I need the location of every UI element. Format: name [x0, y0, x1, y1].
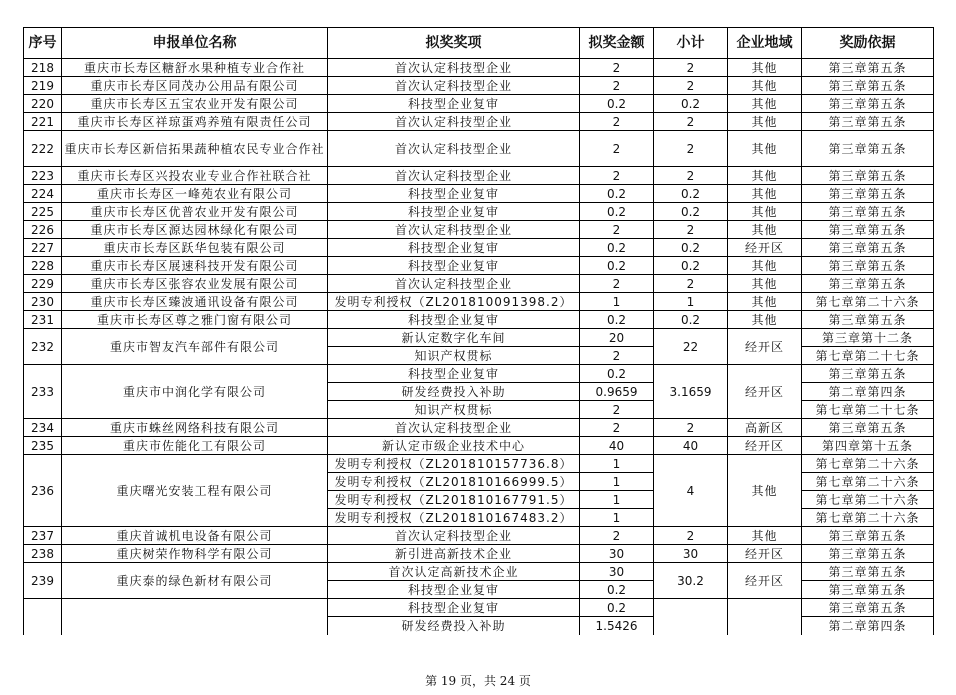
cell-seq: 237 [24, 527, 62, 545]
cell-amount: 2 [580, 77, 654, 95]
cell-seq: 219 [24, 77, 62, 95]
cell-amount: 0.2 [580, 581, 654, 599]
cell-area: 其他 [728, 527, 802, 545]
cell-seq: 230 [24, 293, 62, 311]
cell-seq: 231 [24, 311, 62, 329]
cell-seq: 232 [24, 329, 62, 365]
cell-amount: 2 [580, 401, 654, 419]
header-row [24, 28, 934, 59]
cell-amount: 0.2 [580, 365, 654, 383]
cell-subtotal: 0.2 [654, 203, 728, 221]
cell-area: 高新区 [728, 419, 802, 437]
cell-basis: 第三章第五条 [802, 257, 934, 275]
table-row [24, 59, 934, 77]
cell-company-name: 重庆市长寿区同茂办公用品有限公司 [62, 77, 328, 95]
cell-company-name: 重庆市蛛丝网络科技有限公司 [62, 419, 328, 437]
cell-company-name: 重庆树荣作物科学有限公司 [62, 545, 328, 563]
cell-subtotal: 3.1659 [654, 365, 728, 419]
cell-award: 首次认定科技型企业 [328, 77, 580, 95]
table-row [24, 77, 934, 95]
cell-subtotal: 30 [654, 545, 728, 563]
cell-seq: 227 [24, 239, 62, 257]
cell-amount: 1 [580, 509, 654, 527]
header-basis: 奖励依据 [802, 28, 934, 59]
cell-seq: 224 [24, 185, 62, 203]
cell-basis: 第三章第十二条 [802, 329, 934, 347]
table-row [24, 113, 934, 131]
cell-seq: 218 [24, 59, 62, 77]
table-row [24, 131, 934, 167]
cell-basis: 第七章第二十七条 [802, 347, 934, 365]
cell-subtotal: 0.2 [654, 185, 728, 203]
cell-subtotal: 0.2 [654, 95, 728, 113]
cell-area: 经开区 [728, 239, 802, 257]
cell-subtotal: 2 [654, 77, 728, 95]
header-company-name: 申报单位名称 [62, 28, 328, 59]
cell-award: 新认定市级企业技术中心 [328, 437, 580, 455]
cell-award: 首次认定科技型企业 [328, 131, 580, 167]
table-row [24, 455, 934, 473]
cell-basis: 第三章第五条 [802, 275, 934, 293]
cell-award: 首次认定科技型企业 [328, 59, 580, 77]
cell-amount: 2 [580, 59, 654, 77]
cell-subtotal: 0.2 [654, 311, 728, 329]
cell-award: 科技型企业复审 [328, 185, 580, 203]
cell-seq: 223 [24, 167, 62, 185]
cell-award: 发明专利授权（ZL201810167483.2） [328, 509, 580, 527]
table-row [24, 293, 934, 311]
header-area: 企业地域 [728, 28, 802, 59]
cell-basis: 第七章第二十六条 [802, 473, 934, 491]
cell-amount: 1 [580, 293, 654, 311]
cell-subtotal: 2 [654, 113, 728, 131]
cell-award: 科技型企业复审 [328, 599, 580, 617]
cell-company-name: 重庆市长寿区一峰苑农业有限公司 [62, 185, 328, 203]
cell-basis: 第二章第四条 [802, 383, 934, 401]
cell-area: 其他 [728, 221, 802, 239]
cell-area [728, 599, 802, 635]
cell-amount: 2 [580, 527, 654, 545]
cell-area: 其他 [728, 275, 802, 293]
cell-subtotal [654, 599, 728, 635]
cell-amount: 2 [580, 167, 654, 185]
cell-award: 首次认定科技型企业 [328, 527, 580, 545]
cell-award: 发明专利授权（ZL201810157736.8） [328, 455, 580, 473]
cell-amount: 0.2 [580, 257, 654, 275]
cell-area: 经开区 [728, 329, 802, 365]
cell-amount: 0.2 [580, 95, 654, 113]
cell-company-name: 重庆市长寿区尊之雅门窗有限公司 [62, 311, 328, 329]
cell-amount: 1.5426 [580, 617, 654, 635]
table-row [24, 185, 934, 203]
cell-amount: 20 [580, 329, 654, 347]
table-row [24, 329, 934, 347]
cell-basis: 第二章第四条 [802, 617, 934, 635]
cell-award: 科技型企业复审 [328, 581, 580, 599]
cell-seq: 233 [24, 365, 62, 419]
cell-company-name: 重庆市长寿区臻波通讯设备有限公司 [62, 293, 328, 311]
cell-company-name: 重庆市佐能化工有限公司 [62, 437, 328, 455]
cell-company-name: 重庆市长寿区张容农业发展有限公司 [62, 275, 328, 293]
cell-company-name: 重庆泰的绿色新材有限公司 [62, 563, 328, 599]
cell-basis: 第三章第五条 [802, 599, 934, 617]
header-award: 拟奖奖项 [328, 28, 580, 59]
table-row [24, 275, 934, 293]
table-row [24, 563, 934, 581]
table-row [24, 239, 934, 257]
cell-subtotal: 2 [654, 275, 728, 293]
cell-basis: 第三章第五条 [802, 581, 934, 599]
cell-company-name: 重庆市长寿区五宝农业开发有限公司 [62, 95, 328, 113]
table-row [24, 437, 934, 455]
cell-award: 新引进高新技术企业 [328, 545, 580, 563]
table-row [24, 167, 934, 185]
cell-award: 首次认定科技型企业 [328, 113, 580, 131]
cell-basis: 第三章第五条 [802, 131, 934, 167]
cell-award: 科技型企业复审 [328, 95, 580, 113]
cell-basis: 第三章第五条 [802, 365, 934, 383]
cell-seq: 222 [24, 131, 62, 167]
cell-area: 经开区 [728, 563, 802, 599]
cell-amount: 1 [580, 491, 654, 509]
cell-seq: 238 [24, 545, 62, 563]
cell-basis: 第七章第二十六条 [802, 491, 934, 509]
cell-seq: 239 [24, 563, 62, 599]
cell-amount: 2 [580, 419, 654, 437]
header-subtotal: 小计 [654, 28, 728, 59]
cell-award: 知识产权贯标 [328, 347, 580, 365]
cell-area: 其他 [728, 167, 802, 185]
cell-area: 其他 [728, 311, 802, 329]
cell-amount: 0.2 [580, 185, 654, 203]
table-row [24, 599, 934, 617]
cell-subtotal: 40 [654, 437, 728, 455]
cell-seq: 236 [24, 455, 62, 527]
cell-company-name: 重庆市智友汽车部件有限公司 [62, 329, 328, 365]
cell-basis: 第三章第五条 [802, 221, 934, 239]
cell-award: 科技型企业复审 [328, 257, 580, 275]
cell-amount: 1 [580, 455, 654, 473]
cell-area: 经开区 [728, 365, 802, 419]
cell-award: 科技型企业复审 [328, 239, 580, 257]
cell-award: 首次认定科技型企业 [328, 167, 580, 185]
cell-amount: 2 [580, 131, 654, 167]
cell-basis: 第三章第五条 [802, 203, 934, 221]
table-row [24, 365, 934, 383]
cell-basis: 第三章第五条 [802, 185, 934, 203]
cell-subtotal: 2 [654, 59, 728, 77]
cell-area: 其他 [728, 113, 802, 131]
cell-award: 发明专利授权（ZL201810167791.5） [328, 491, 580, 509]
cell-seq: 229 [24, 275, 62, 293]
cell-area: 其他 [728, 455, 802, 527]
cell-company-name: 重庆市长寿区源达园林绿化有限公司 [62, 221, 328, 239]
table-row [24, 527, 934, 545]
cell-basis: 第三章第五条 [802, 563, 934, 581]
cell-area: 其他 [728, 95, 802, 113]
cell-subtotal: 2 [654, 527, 728, 545]
cell-amount: 1 [580, 473, 654, 491]
cell-basis: 第七章第二十七条 [802, 401, 934, 419]
cell-company-name: 重庆市长寿区展速科技开发有限公司 [62, 257, 328, 275]
cell-award: 研发经费投入补助 [328, 617, 580, 635]
cell-area: 其他 [728, 203, 802, 221]
cell-basis: 第三章第五条 [802, 95, 934, 113]
cell-subtotal: 4 [654, 455, 728, 527]
table-row [24, 257, 934, 275]
cell-company-name: 重庆市中润化学有限公司 [62, 365, 328, 419]
cell-award: 首次认定科技型企业 [328, 221, 580, 239]
cell-company-name: 重庆市长寿区新信拓果蔬种植农民专业合作社 [62, 131, 328, 167]
page-number: 第 19 页，共 24 页 [425, 674, 531, 688]
cell-amount: 2 [580, 113, 654, 131]
cell-area: 其他 [728, 185, 802, 203]
cell-subtotal: 2 [654, 419, 728, 437]
cell-basis: 第七章第二十六条 [802, 509, 934, 527]
cell-basis: 第七章第二十六条 [802, 455, 934, 473]
cell-company-name: 重庆曙光安装工程有限公司 [62, 455, 328, 527]
cell-basis: 第三章第五条 [802, 77, 934, 95]
cell-amount: 2 [580, 275, 654, 293]
cell-basis: 第三章第五条 [802, 113, 934, 131]
cell-basis: 第七章第二十六条 [802, 293, 934, 311]
cell-amount: 0.2 [580, 203, 654, 221]
cell-basis: 第三章第五条 [802, 59, 934, 77]
cell-company-name: 重庆市长寿区跃华包装有限公司 [62, 239, 328, 257]
cell-subtotal: 0.2 [654, 239, 728, 257]
cell-amount: 2 [580, 221, 654, 239]
cell-seq: 221 [24, 113, 62, 131]
table-row [24, 311, 934, 329]
cell-area: 其他 [728, 59, 802, 77]
cell-basis: 第三章第五条 [802, 167, 934, 185]
cell-award: 科技型企业复审 [328, 203, 580, 221]
cell-seq: 226 [24, 221, 62, 239]
cell-award: 首次认定科技型企业 [328, 419, 580, 437]
cell-basis: 第三章第五条 [802, 419, 934, 437]
cell-amount: 0.2 [580, 239, 654, 257]
cell-subtotal: 2 [654, 221, 728, 239]
cell-amount: 2 [580, 347, 654, 365]
table-row [24, 419, 934, 437]
cell-subtotal: 0.2 [654, 257, 728, 275]
cell-basis: 第三章第五条 [802, 545, 934, 563]
cell-amount: 0.2 [580, 599, 654, 617]
cell-subtotal: 2 [654, 167, 728, 185]
cell-award: 科技型企业复审 [328, 365, 580, 383]
cell-basis: 第三章第五条 [802, 311, 934, 329]
cell-amount: 0.9659 [580, 383, 654, 401]
table-row [24, 203, 934, 221]
cell-award: 科技型企业复审 [328, 311, 580, 329]
cell-basis: 第三章第五条 [802, 239, 934, 257]
table-row [24, 221, 934, 239]
cell-company-name: 重庆市长寿区优普农业开发有限公司 [62, 203, 328, 221]
cell-award: 新认定数字化车间 [328, 329, 580, 347]
cell-award: 发明专利授权（ZL201810091398.2） [328, 293, 580, 311]
cell-seq: 235 [24, 437, 62, 455]
cell-subtotal: 1 [654, 293, 728, 311]
cell-company-name: 重庆市长寿区祥琼蛋鸡养殖有限责任公司 [62, 113, 328, 131]
cell-basis: 第三章第五条 [802, 527, 934, 545]
cell-area: 经开区 [728, 545, 802, 563]
header-amount: 拟奖金额 [580, 28, 654, 59]
cell-subtotal: 22 [654, 329, 728, 365]
cell-award: 首次认定科技型企业 [328, 275, 580, 293]
cell-company-name: 重庆首诚机电设备有限公司 [62, 527, 328, 545]
cell-amount: 30 [580, 563, 654, 581]
cell-amount: 30 [580, 545, 654, 563]
cell-company-name [62, 599, 328, 635]
cell-amount: 0.2 [580, 311, 654, 329]
cell-area: 其他 [728, 293, 802, 311]
cell-company-name: 重庆市长寿区糖舒水果种植专业合作社 [62, 59, 328, 77]
cell-seq: 225 [24, 203, 62, 221]
cell-award: 知识产权贯标 [328, 401, 580, 419]
cell-subtotal: 2 [654, 131, 728, 167]
cell-area: 其他 [728, 77, 802, 95]
cell-seq: 228 [24, 257, 62, 275]
award-table [23, 27, 934, 635]
cell-company-name: 重庆市长寿区兴投农业专业合作社联合社 [62, 167, 328, 185]
cell-amount: 40 [580, 437, 654, 455]
cell-seq [24, 599, 62, 635]
cell-area: 其他 [728, 257, 802, 275]
table-row [24, 545, 934, 563]
cell-award: 首次认定高新技术企业 [328, 563, 580, 581]
cell-basis: 第四章第十五条 [802, 437, 934, 455]
cell-seq: 220 [24, 95, 62, 113]
cell-area: 经开区 [728, 437, 802, 455]
cell-subtotal: 30.2 [654, 563, 728, 599]
cell-area: 其他 [728, 131, 802, 167]
header-seq: 序号 [24, 28, 62, 59]
cell-seq: 234 [24, 419, 62, 437]
cell-award: 发明专利授权（ZL201810166999.5） [328, 473, 580, 491]
cell-award: 研发经费投入补助 [328, 383, 580, 401]
table-row [24, 95, 934, 113]
